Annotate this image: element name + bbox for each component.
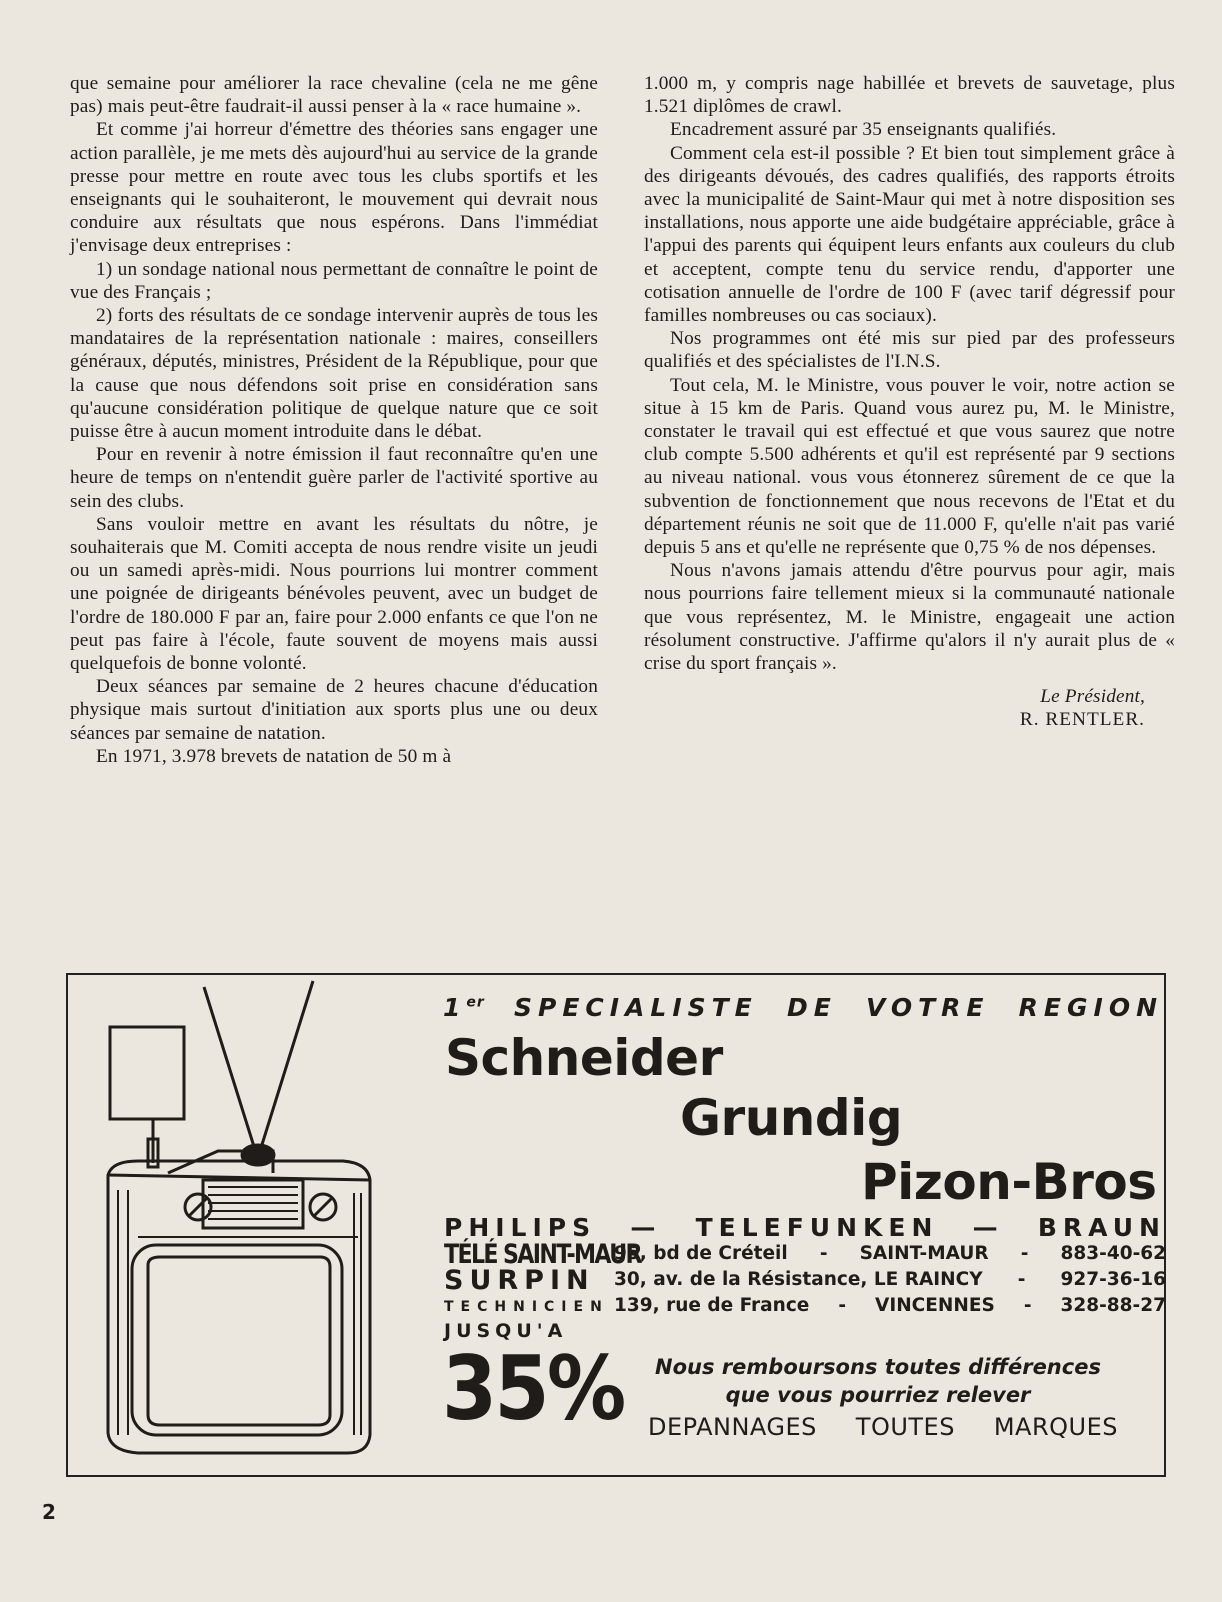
address-city: VINCENNES — [875, 1295, 995, 1316]
address-phone: 883-40-62 — [1060, 1243, 1166, 1264]
article-paragraph: Et comme j'ai horreur d'émettre des théories sans engager une action parallèle, je me mets dès aujourd'hui au service de la grande presse pour mettre en route avec tous les clubs sportifs et les enseignants qui le souhaiteront, le mouvement qui devrait nous conduire aux résultats que nous espérons. Dans l'immédiat j'envisage deux entreprises : — [70, 119, 598, 257]
shop-technicien: TECHNICIEN — [444, 1299, 609, 1315]
tagline-word: REGION — [1018, 993, 1163, 1022]
address-separator: - — [1017, 1269, 1026, 1290]
signature — [644, 685, 1175, 731]
address-line — [614, 1295, 1166, 1316]
signature-title: Le Président, — [1040, 686, 1145, 708]
depannages-word: TOUTES — [855, 1413, 955, 1441]
article-paragraph: Encadrement assuré par 35 enseignants qualifiés. — [670, 119, 1057, 141]
article-paragraph: Sans vouloir mettre en avant les résultats du nôtre, je souhaiterais que M. Comiti accepta de nous rendre visite un jeudi ou un samedi après-midi. Nous pourrions lui montrer comment une poignée de dirigeants bénévoles peuvent, avec un budget de l'ordre de 180.000 F par an, faire pour 2.000 enfants ce que l'on ne peut pas faire à l'école, faute souvent de moyens mais aussi quelquefois de bonne volonté. — [70, 513, 598, 675]
address-separator: - — [1023, 1295, 1032, 1316]
slogan-line: que vous pourriez relever — [725, 1383, 1031, 1407]
article-paragraph: Tout cela, M. le Ministre, vous pouver le voir, notre action se situe à 15 km de Paris. Quand vous aurez pu, M. le Ministre, constater le travail qui est effectué et que vous saurez que notre club compte 5.500 adhérents et qu'il est représenté par 9 sections au niveau national. vous vous étonnerez sûrement de ce que la subvention de fonctionnement que nous recevons de l'Etat et du département réunis ne soit que de 11.000 F, qu'elle n'ait pas varié depuis 5 ans et qu'elle ne représente que 0,75 % de nos dépenses. — [644, 374, 1175, 559]
tagline-sup: er — [466, 994, 485, 1011]
slogan-line: Nous remboursons toutes différences — [655, 1355, 1101, 1379]
address-street: 30, av. de la Résistance, LE RAINCY — [614, 1269, 983, 1290]
tagline-number: 1 — [443, 993, 467, 1022]
article-paragraph: Deux séances par semaine de 2 heures chacune d'éducation physique mais surtout d'initiation aux sports plus une ou deux séances par semaine de natation. — [70, 676, 598, 744]
depannages-word: MARQUES — [993, 1413, 1118, 1441]
television-illustration — [98, 975, 428, 1475]
article-paragraph: En 1971, 3.978 brevets de natation de 50 m à — [96, 745, 452, 767]
signature-name: R. RENTLER. — [1019, 709, 1145, 731]
article-column-right — [644, 72, 1175, 732]
tagline-word: DE — [786, 993, 837, 1022]
discount-value: 35% — [442, 1337, 624, 1440]
article-paragraph: que semaine pour améliorer la race chevaline (cela ne me gêne pas) mais peut-être faudrait-il aussi penser à la « race humaine ». — [70, 73, 598, 118]
depannages-line — [648, 1413, 1118, 1441]
brand-pizon-bros: Pizon-Bros — [861, 1153, 1157, 1211]
ad-tagline — [443, 993, 1163, 1022]
advertisement — [66, 973, 1166, 1477]
tagline-word: SPECIALISTE — [513, 993, 758, 1022]
address-line — [614, 1243, 1166, 1264]
brand-grundig: Grundig — [680, 1089, 903, 1147]
address-phone: 927-36-16 — [1060, 1269, 1166, 1290]
article-paragraph: Comment cela est-il possible ? Et bien tout simplement grâce à des dirigeants dévoués, des cadres qualifiés, des rapports étroits avec la municipalité de Saint-Maur qui met à notre disposition ses installations, nous apporte une aide budgétaire appréciable, grâce à l'appui des parents qui équipent leurs enfants aux couleurs du club et acceptent, compte tenu du service rendu, d'apporter une cotisation annuelle de l'ordre de 100 F (avec tarif dégressif pour familles nombreuses ou cas sociaux). — [644, 142, 1175, 327]
tagline-word: VOTRE — [865, 993, 990, 1022]
article-paragraph: 1) un sondage national nous permettant de connaître le point de vue des Français ; — [70, 258, 598, 303]
address-separator: - — [819, 1243, 828, 1264]
address-line — [614, 1269, 1166, 1290]
address-street: 95, bd de Créteil — [614, 1243, 788, 1264]
article-paragraph: Pour en revenir à notre émission il faut reconnaître qu'en une heure de temps on n'entendit guère parler de l'activité sportive au sein des clubs. — [70, 444, 598, 512]
page-number: 2 — [42, 1500, 56, 1524]
brand-item: BRAUN — [1037, 1213, 1166, 1242]
address-street: 139, rue de France — [614, 1295, 810, 1316]
brand-separator: — — [972, 1213, 1004, 1242]
shop-tele-saint-maur: TÉLÉ SAINT-MAUR — [444, 1239, 641, 1270]
article-paragraph: Nous n'avons jamais attendu d'être pourvus pour agir, mais nous pourrions faire tellement mieux si la communauté nationale que vous représentez, M. le Ministre, engageait une action résolument constructive. J'affirme qu'alors il n'y aurait plus de « crise du sport français ». — [644, 560, 1175, 675]
brand-item: PHILIPS — [444, 1213, 597, 1242]
brand-list — [444, 1213, 1166, 1242]
tagline-ordinal — [443, 993, 485, 1022]
brand-schneider: Schneider — [445, 1029, 723, 1087]
article-column-left — [70, 72, 598, 768]
depannages-word: DEPANNAGES — [648, 1413, 817, 1441]
address-separator: - — [1020, 1243, 1029, 1264]
article-paragraph: 2) forts des résultats de ce sondage intervenir auprès de tous les mandataires de la représentation nationale : maires, conseillers généraux, députés, ministres, Président de la République, pour que la cause que nous défendons soit prise en considération sans qu'aucune considération politique de quelque nature que ce soit puisse être à aucun moment introduite dans le débat. — [70, 305, 598, 443]
address-city: SAINT-MAUR — [859, 1243, 989, 1264]
article-paragraph: Nos programmes ont été mis sur pied par des professeurs qualifiés et des spécialistes de l'I.N.S. — [644, 328, 1175, 373]
address-phone: 328-88-27 — [1060, 1295, 1166, 1316]
jusqua-label: JUSQU'A — [444, 1320, 568, 1342]
article-paragraph: 1.000 m, y compris nage habillée et brevets de sauvetage, plus 1.521 diplômes de crawl. — [644, 73, 1175, 118]
slogan — [638, 1353, 1118, 1409]
brand-separator: — — [630, 1213, 662, 1242]
shop-surpin: SURPIN — [444, 1265, 595, 1296]
address-separator: - — [838, 1295, 847, 1316]
brand-item: TELEFUNKEN — [695, 1213, 939, 1242]
